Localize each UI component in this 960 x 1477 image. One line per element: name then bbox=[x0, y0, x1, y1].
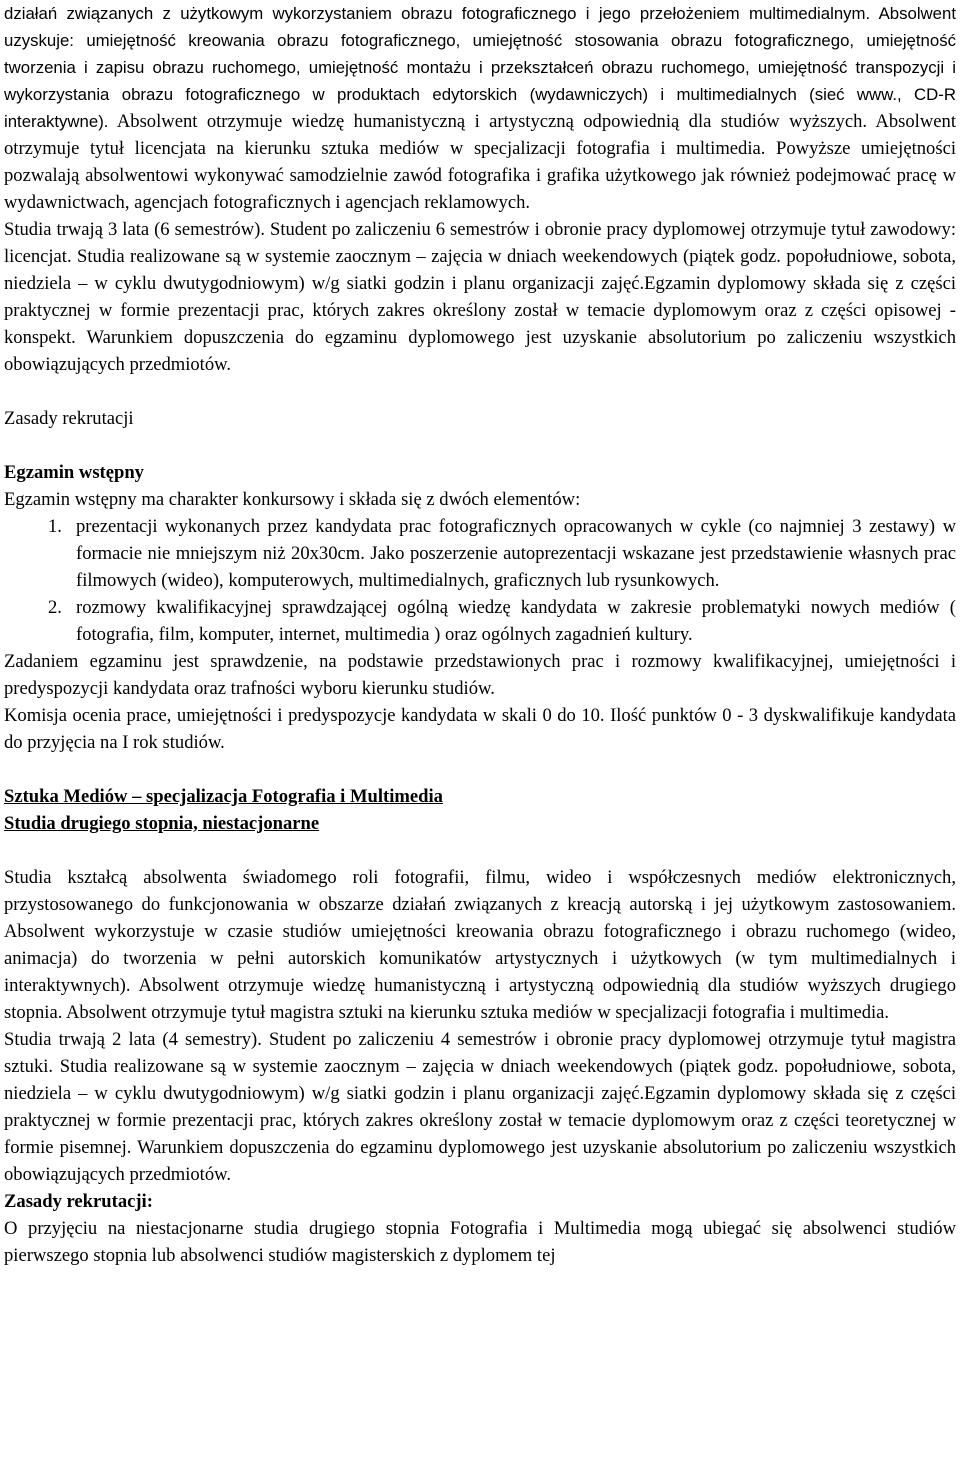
entrance-exam-intro: Egzamin wstępny ma charakter konkursowy i składa się z dwóch elementów: bbox=[4, 489, 581, 510]
section-title: Sztuka Mediów – specjalizacja Fotografia i Multimedia bbox=[4, 786, 443, 807]
intro-paragraph bbox=[4, 0, 956, 216]
list-item-text: rozmowy kwalifikacyjnej sprawdzającej ogólną wiedzę kandydata w zakresie problematyki nowych mediów ( fotografia, film, komputer, internet, multimedia ) oraz ogólnych zagadnień kultury. bbox=[76, 597, 956, 645]
program-description-paragraph: Studia kształcą absolwenta świadomego roli fotografii, filmu, wideo i współczesnych mediów elektronicznych, przystosowanego do funkcjonowania w obszarze działań związanych z kreacją autorską i jej użytkowym zastosowaniem. Absolwent wykorzystuje w czasie studiów umiejętności kreowania obrazu fotograficznego i obrazu ruchomego (wideo, animacja) do tworzenia w pełni autorskich komunikatów artystycznych i użytkowych (w tym multimedialnych i interaktywnych). Absolwent otrzymuje wiedzę humanistyczną i artystyczną odpowiednią dla studiów wyższych drugiego stopnia. Absolwent otrzymuje tytuł magistra sztuki na kierunku sztuka mediów w specjalizacji fotografia i multimedia. bbox=[4, 867, 956, 1023]
list-item-number: 1. bbox=[48, 516, 62, 537]
list-item bbox=[4, 513, 956, 594]
exam-task-paragraph: Zadaniem egzaminu jest sprawdzenie, na podstawie przedstawionych prac i rozmowy kwalifikacyjnej, umiejętności i predyspozycji kandydata oraz trafności wyboru kierunku studiów. bbox=[4, 651, 956, 699]
recruitment-heading: Zasady rekrutacji bbox=[4, 408, 134, 429]
list-item-text: prezentacji wykonanych przez kandydata prac fotograficznych opracowanych w cykle (co najmniej 3 zestawy) w formacie nie mniejszym niż 20x30cm. Jako poszerzenie autoprezentacji wskazane jest przedstawienie własnych prac filmowych (wideo), komputerowych, multimedialnych, graficznych lub rysunkowych. bbox=[76, 516, 956, 591]
list-item-number: 2. bbox=[48, 597, 62, 618]
section-subtitle: Studia drugiego stopnia, niestacjonarne bbox=[4, 813, 320, 834]
commission-paragraph: Komisja ocenia prace, umiejętności i predyspozycje kandydata w skali 0 do 10. Ilość punktów 0 - 3 dyskwalifikuje kandydata do przyjęcia na I rok studiów. bbox=[4, 705, 956, 753]
exam-elements-list bbox=[4, 513, 956, 648]
intro-sans-text: działań związanych z użytkowym wykorzystaniem obrazu fotograficznego i jego przełożeniem multimedialnym. Absolwent uzyskuje: umiejętność kreowania obrazu fotograficznego, umiejętność stosowania obrazu fotograficznego, umiejętność tworzenia i zapisu obrazu ruchomego, umiejętność montażu i przekształceń obrazu ruchomego, umiejętność transpozycji i wykorzystania obrazu fotograficznego w produktach edytorskich (wydawniczych) i multimedialnych (sieć www., CD-R interaktywne). bbox=[4, 4, 956, 131]
entrance-exam-heading: Egzamin wstępny bbox=[4, 462, 144, 483]
study-duration-paragraph: Studia trwają 3 lata (6 semestrów). Student po zaliczeniu 6 semestrów i obronie pracy dyplomowej otrzymuje tytuł zawodowy: licencjat. Studia realizowane są w systemie zaocznym – zajęcia w dniach weekendowych (piątek godz. popołudniowe, sobota, niedziela – w cyklu dwutygodniowym) w/g siatki godzin i planu organizacji zajęć.Egzamin dyplomowy składa się z części praktycznej w formie prezentacji prac, których zakres określony został w temacie dyplomowym oraz z części opisowej - konspekt. Warunkiem dopuszczenia do egzaminu dyplomowego jest uzyskanie absolutorium po zaliczeniu wszystkich obowiązujących przedmiotów. bbox=[4, 219, 956, 375]
list-item bbox=[4, 594, 956, 648]
recruitment-rules-heading: Zasady rekrutacji: bbox=[4, 1191, 153, 1212]
recruitment-rules-text: O przyjęciu na niestacjonarne studia drugiego stopnia Fotografia i Multimedia mogą ubiegać się absolwenci studiów pierwszego stopnia lub absolwenci studiów magisterskich z dyplomem tej bbox=[4, 1218, 956, 1266]
intro-serif-text: Absolwent otrzymuje wiedzę humanistyczną i artystyczną odpowiednią dla studiów wyższych. Absolwent otrzymuje tytuł licencjata na kierunku sztuka mediów w specjalizacji fotografia i multimedia. Powyższe umiejętności pozwalają absolwentowi wykonywać samodzielnie zawód fotografika i grafika użytkowego jak również podejmować pracę w wydawnictwach, agencjach fotograficznych i agencjach reklamowych. bbox=[4, 111, 956, 213]
program-duration-paragraph: Studia trwają 2 lata (4 semestry). Student po zaliczeniu 4 semestrów i obronie pracy dyplomowej otrzymuje tytuł magistra sztuki. Studia realizowane są w systemie zaocznym – zajęcia w dniach weekendowych (piątek godz. popołudniowe, sobota, niedziela – w cyklu dwutygodniowym) w/g siatki godzin i planu organizacji zajęć.Egzamin dyplomowy składa się z części praktycznej w formie prezentacji prac, których zakres określony został w temacie dyplomowym oraz z części teoretycznej w formie pisemnej. Warunkiem dopuszczenia do egzaminu dyplomowego jest uzyskanie absolutorium po zaliczeniu wszystkich obowiązujących przedmiotów. bbox=[4, 1029, 956, 1185]
